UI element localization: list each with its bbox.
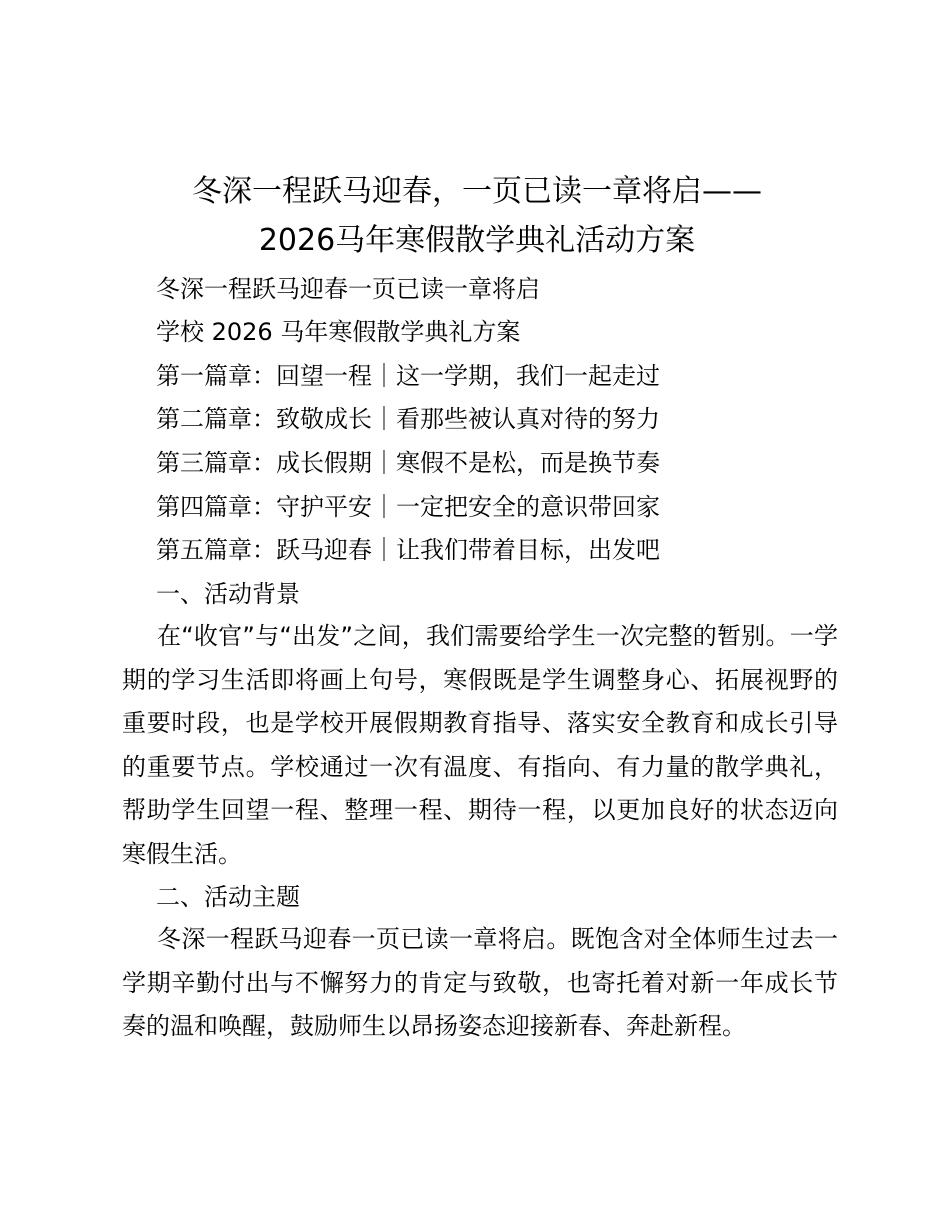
chapter-item-1: 第一篇章：回望一程｜这一学期，我们一起走过 <box>156 362 660 390</box>
subtitle-line-1: 冬深一程跃马迎春一页已读一章将启 <box>156 275 540 303</box>
section-heading-theme: 二、活动主题 <box>156 883 300 911</box>
chapter-item-2: 第二篇章：致敬成长｜看那些被认真对待的努力 <box>156 405 660 433</box>
section-body-background: 在“收官”与“出发”之间，我们需要给学生一次完整的暂别。一学期的学习生活即将画上句号，寒假既是学生调整身心、拓展视野的重要时段，也是学校开展假期教育指导、落实安全教育和成长引导的重要节点。学校通过一次有温度、有指向、有力量的散学典礼，帮助学生回望一程、整理一程、期待一程，以更加良好的状态迈向寒假生活。 <box>122 622 838 868</box>
chapter-item-5: 第五篇章：跃马迎春｜让我们带着目标，出发吧 <box>156 536 660 564</box>
subtitle-line-2: 学校 2026 马年寒假散学典礼方案 <box>156 318 521 346</box>
chapter-item-4: 第四篇章：守护平安｜一定把安全的意识带回家 <box>156 493 660 521</box>
document-title-line-1: 冬深一程跃马迎春，一页已读一章将启—— <box>192 174 762 209</box>
chapter-item-3: 第三篇章：成长假期｜寒假不是松，而是换节奏 <box>156 449 660 477</box>
section-heading-background: 一、活动背景 <box>156 580 300 608</box>
document-title-line-2: 2026马年寒假散学典礼活动方案 <box>258 223 696 258</box>
section-body-theme: 冬深一程跃马迎春一页已读一章将启。既饱含对全体师生过去一学期辛勤付出与不懈努力的肯定与致敬，也寄托着对新一年成长节奏的温和唤醒，鼓励师生以昂扬姿态迎接新春、奔赴新程。 <box>122 925 838 1041</box>
